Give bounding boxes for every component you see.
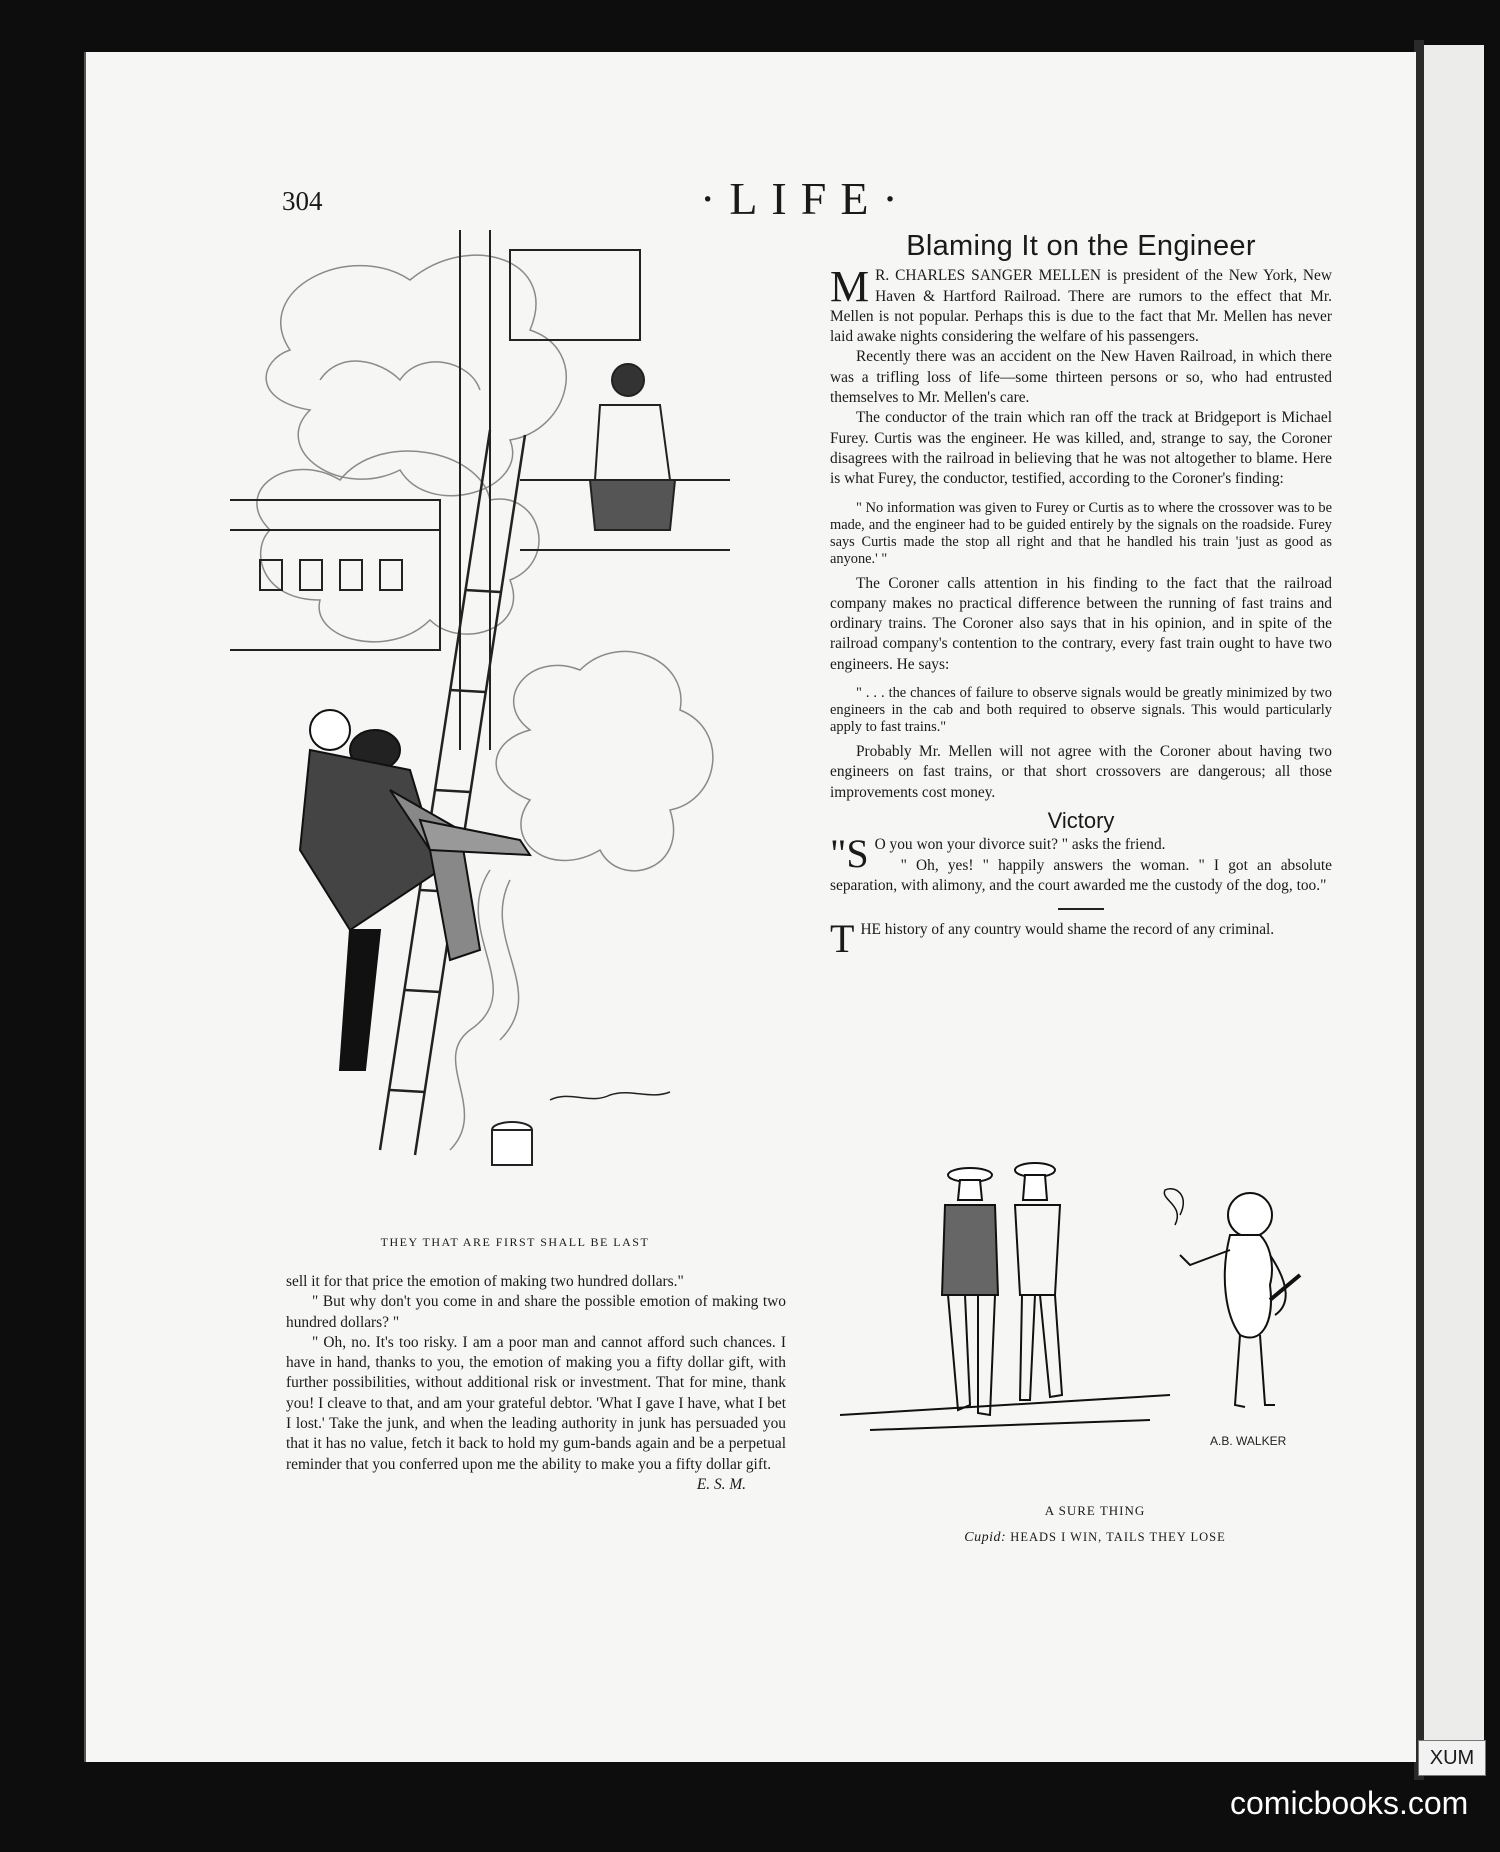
dropcap: T [830, 916, 855, 962]
aphorism: THE history of any country would shame the record of any criminal. [830, 916, 1275, 962]
page-number: 304 [282, 186, 323, 216]
fire-rescue-illustration [230, 230, 770, 1190]
coroner-quote-1: " No information was given to Furey or Curtis as to where the crossover was to be made, and the engineer had to be guided entirely by the signals on the roadside. Furey says Curtis made the stop all right and that he handled his train 'just as good as anyone.' " [830, 499, 1332, 567]
cupid-caption-title: A SURE THING [1044, 1503, 1146, 1518]
cupid-illustration [830, 1155, 1350, 1465]
watermark: comicbooks.com [1230, 1785, 1469, 1821]
article-paragraph-5: Probably Mr. Mellen will not agree with the Coroner about having two engineers on fast trains, or that short crossovers are dangerous; all those improvements cost money. [830, 743, 1332, 801]
illustration-caption-left: THEY THAT ARE FIRST SHALL BE LAST [380, 1235, 650, 1249]
adjacent-page-edge [1424, 45, 1484, 1775]
victory-title: Victory [1047, 807, 1115, 833]
victory-paragraph: "S O you won your divorce suit? " asks the friend. [830, 831, 1166, 877]
section-divider [1058, 908, 1104, 910]
article-paragraph-3: The conductor of the train which ran off the track at Bridgeport is Michael Furey. Curtis was the engineer. He was killed, and, strange to say, the Coroner disagrees with the railroad in believing that he was not altogether to blame. Here is what Furey, the conductor, testified, according to the Coroner's finding: [830, 409, 1332, 488]
author-signature: E. S. M. [696, 1475, 746, 1493]
article-paragraph-2: Recently there was an accident on the New Haven Railroad, in which there was a trifling loss of life—some thirteen persons or so, who had entrusted themselves to Mr. Mellen's care. [830, 348, 1332, 407]
coroner-quote-2: " . . . the chances of failure to observe signals would be greatly minimized by two engineers in the cab and both required to observe signals. This would particularly apply to fast trains." [830, 685, 1332, 736]
article-paragraph-4: The Coroner calls attention in his finding to the fact that the railroad company makes no practical difference between the running of fast trains and ordinary trains. The Coroner also says that in his opinion, and in spite of the railroad company's contention to the contrary, every fast train ought to have two engineers. He says: [830, 574, 1332, 673]
article-title: Blaming It on the Engineer [906, 230, 1256, 262]
caption-speaker: Cupid: [964, 1530, 1007, 1545]
right-column [830, 230, 1332, 962]
victory-paragraph-2: " Oh, yes! " happily answers the woman. " I got an absolute separation, with alimony, and the court awarded me the custody of the dog, too." [830, 856, 1332, 894]
article-paragraph-1: M R. CHARLES SANGER MELLEN is president of the New York, New Haven & Hartford Railroad. There are rumors to the effect that Mr. Mellen is not popular. Perhaps this is due to the fact that Mr. Mellen has never laid awake nights considering the welfare of his passengers. [830, 262, 1332, 346]
left-paragraph: " But why don't you come in and share the possible emotion of making two hundred dollars? " [286, 1293, 786, 1331]
left-paragraph: sell it for that price the emotion of making two hundred dollars." [286, 1273, 684, 1290]
dropcap: M [830, 262, 870, 312]
dropcap: "S [830, 831, 869, 877]
left-paragraph: " Oh, no. It's too risky. I am a poor man and cannot afford such chances. I have in hand, thanks to you, the emotion of making you a fifty dollar gift, with further possibilities, without additional risk or investment. That for mine, thank you! I cleave to that, and am your grateful debtor. 'What I gave I have, what I bet I lost.' Take the junk, and when the leading authority in junk has persuaded you that it has no value, fetch it back to hold my gum-bands again and be a perpetual reminder that you conferred upon me the ability to make you a fifty dollar gift. E. S. M. [286, 1333, 786, 1475]
masthead-life: ·LIFE· [700, 173, 912, 224]
left-column-text [286, 1272, 786, 1495]
scanner-tab-label: XUM [1418, 1740, 1486, 1776]
cupid-caption-line: Cupid: HEADS I WIN, TAILS THEY LOSE [964, 1530, 1226, 1545]
artist-signature: A.B. WALKER [1210, 1434, 1287, 1448]
